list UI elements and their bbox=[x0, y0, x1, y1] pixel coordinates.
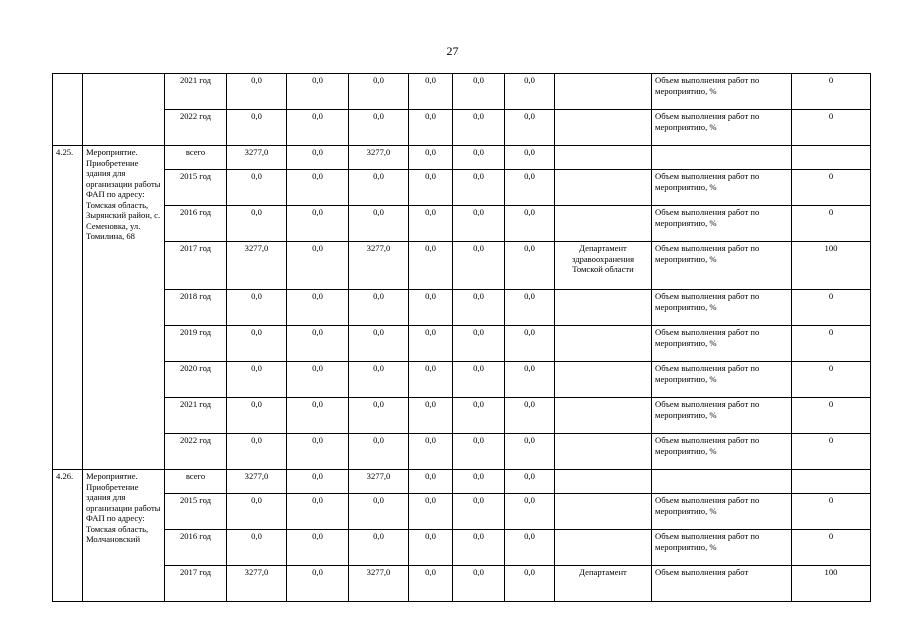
value-cell: 0,0 bbox=[409, 398, 453, 434]
target-value-cell: 0 bbox=[792, 110, 871, 146]
value-cell: 0,0 bbox=[287, 146, 349, 170]
executor-cell bbox=[555, 206, 652, 242]
value-cell: 0,0 bbox=[227, 434, 287, 470]
value-cell: 0,0 bbox=[409, 74, 453, 110]
indicator-cell: Объем выполнения работ по мероприятию, % bbox=[652, 74, 792, 110]
value-cell: 0,0 bbox=[409, 170, 453, 206]
value-cell: 0,0 bbox=[349, 362, 409, 398]
table-row bbox=[53, 470, 871, 494]
value-cell: 3277,0 bbox=[349, 566, 409, 602]
executor-cell bbox=[555, 74, 652, 110]
value-cell: 0,0 bbox=[453, 470, 505, 494]
executor-cell: Департамент bbox=[555, 566, 652, 602]
value-cell: 0,0 bbox=[453, 146, 505, 170]
value-cell: 0,0 bbox=[287, 170, 349, 206]
table-row bbox=[53, 146, 871, 170]
target-value-cell bbox=[792, 146, 871, 170]
value-cell: 0,0 bbox=[349, 290, 409, 326]
value-cell: 0,0 bbox=[505, 170, 555, 206]
item-number-cell: 4.26. bbox=[53, 470, 83, 602]
item-number-cell: 4.25. bbox=[53, 146, 83, 470]
table-row bbox=[53, 530, 871, 566]
year-cell: 2017 год bbox=[165, 566, 227, 602]
indicator-cell: Объем выполнения работ bbox=[652, 566, 792, 602]
table-row bbox=[53, 110, 871, 146]
executor-cell: Департамент здравоохранения Томской области bbox=[555, 242, 652, 290]
value-cell: 0,0 bbox=[349, 530, 409, 566]
value-cell: 0,0 bbox=[453, 566, 505, 602]
value-cell: 0,0 bbox=[409, 146, 453, 170]
value-cell: 0,0 bbox=[227, 110, 287, 146]
value-cell: 0,0 bbox=[227, 494, 287, 530]
year-cell: 2018 год bbox=[165, 290, 227, 326]
target-value-cell: 0 bbox=[792, 170, 871, 206]
value-cell: 0,0 bbox=[227, 206, 287, 242]
value-cell: 0,0 bbox=[287, 362, 349, 398]
indicator-cell: Объем выполнения работ по мероприятию, % bbox=[652, 398, 792, 434]
value-cell: 0,0 bbox=[227, 326, 287, 362]
value-cell: 0,0 bbox=[349, 434, 409, 470]
year-cell: всего bbox=[165, 470, 227, 494]
value-cell: 0,0 bbox=[409, 566, 453, 602]
value-cell: 0,0 bbox=[287, 326, 349, 362]
value-cell: 0,0 bbox=[349, 398, 409, 434]
value-cell: 0,0 bbox=[287, 110, 349, 146]
value-cell: 0,0 bbox=[453, 206, 505, 242]
table-row bbox=[53, 326, 871, 362]
value-cell: 0,0 bbox=[453, 74, 505, 110]
year-cell: 2022 год bbox=[165, 110, 227, 146]
value-cell: 0,0 bbox=[409, 290, 453, 326]
target-value-cell: 0 bbox=[792, 326, 871, 362]
item-number-cell bbox=[53, 74, 83, 146]
value-cell: 3277,0 bbox=[349, 470, 409, 494]
table-row bbox=[53, 398, 871, 434]
target-value-cell: 0 bbox=[792, 398, 871, 434]
target-value-cell: 0 bbox=[792, 362, 871, 398]
value-cell: 0,0 bbox=[349, 170, 409, 206]
value-cell: 0,0 bbox=[409, 530, 453, 566]
value-cell: 0,0 bbox=[505, 110, 555, 146]
value-cell: 0,0 bbox=[287, 290, 349, 326]
indicator-cell: Объем выполнения работ по мероприятию, % bbox=[652, 326, 792, 362]
target-value-cell: 0 bbox=[792, 206, 871, 242]
executor-cell bbox=[555, 146, 652, 170]
year-cell: 2019 год bbox=[165, 326, 227, 362]
value-cell: 0,0 bbox=[349, 74, 409, 110]
table-row bbox=[53, 566, 871, 602]
indicator-cell bbox=[652, 146, 792, 170]
year-cell: 2015 год bbox=[165, 170, 227, 206]
table-body bbox=[53, 74, 871, 602]
value-cell: 0,0 bbox=[287, 242, 349, 290]
year-cell: 2015 год bbox=[165, 494, 227, 530]
value-cell: 3277,0 bbox=[227, 146, 287, 170]
year-cell: 2022 год bbox=[165, 434, 227, 470]
target-value-cell: 100 bbox=[792, 566, 871, 602]
value-cell: 0,0 bbox=[453, 398, 505, 434]
value-cell: 0,0 bbox=[453, 530, 505, 566]
value-cell: 0,0 bbox=[349, 494, 409, 530]
executor-cell bbox=[555, 170, 652, 206]
value-cell: 3277,0 bbox=[349, 146, 409, 170]
value-cell: 0,0 bbox=[287, 434, 349, 470]
value-cell: 0,0 bbox=[349, 110, 409, 146]
indicator-cell bbox=[652, 470, 792, 494]
executor-cell bbox=[555, 398, 652, 434]
value-cell: 0,0 bbox=[287, 494, 349, 530]
target-value-cell: 0 bbox=[792, 290, 871, 326]
target-value-cell: 100 bbox=[792, 242, 871, 290]
value-cell: 0,0 bbox=[409, 206, 453, 242]
indicator-cell: Объем выполнения работ по мероприятию, % bbox=[652, 242, 792, 290]
executor-cell bbox=[555, 362, 652, 398]
year-cell: 2016 год bbox=[165, 530, 227, 566]
value-cell: 0,0 bbox=[287, 566, 349, 602]
value-cell: 0,0 bbox=[505, 566, 555, 602]
value-cell: 0,0 bbox=[227, 74, 287, 110]
value-cell: 0,0 bbox=[453, 362, 505, 398]
value-cell: 0,0 bbox=[505, 206, 555, 242]
indicator-cell: Объем выполнения работ по мероприятию, % bbox=[652, 290, 792, 326]
value-cell: 3277,0 bbox=[227, 242, 287, 290]
value-cell: 0,0 bbox=[409, 242, 453, 290]
indicator-cell: Объем выполнения работ по мероприятию, % bbox=[652, 362, 792, 398]
indicator-cell: Объем выполнения работ по мероприятию, % bbox=[652, 530, 792, 566]
indicator-cell: Объем выполнения работ по мероприятию, % bbox=[652, 494, 792, 530]
value-cell: 0,0 bbox=[453, 170, 505, 206]
indicator-cell: Объем выполнения работ по мероприятию, % bbox=[652, 206, 792, 242]
table-row bbox=[53, 170, 871, 206]
value-cell: 0,0 bbox=[453, 242, 505, 290]
value-cell: 0,0 bbox=[287, 530, 349, 566]
executor-cell bbox=[555, 530, 652, 566]
executor-cell bbox=[555, 326, 652, 362]
page-number: 27 bbox=[446, 44, 459, 58]
year-cell: 2020 год bbox=[165, 362, 227, 398]
value-cell: 0,0 bbox=[287, 398, 349, 434]
table-row bbox=[53, 242, 871, 290]
value-cell: 0,0 bbox=[505, 290, 555, 326]
year-cell: 2021 год bbox=[165, 74, 227, 110]
value-cell: 0,0 bbox=[453, 326, 505, 362]
value-cell: 0,0 bbox=[287, 206, 349, 242]
value-cell: 0,0 bbox=[227, 398, 287, 434]
table-row bbox=[53, 494, 871, 530]
value-cell: 0,0 bbox=[453, 434, 505, 470]
year-cell: 2021 год bbox=[165, 398, 227, 434]
value-cell: 0,0 bbox=[505, 530, 555, 566]
table-row bbox=[53, 74, 871, 110]
value-cell: 0,0 bbox=[227, 290, 287, 326]
value-cell: 0,0 bbox=[409, 326, 453, 362]
value-cell: 3277,0 bbox=[349, 242, 409, 290]
table-row bbox=[53, 290, 871, 326]
value-cell: 0,0 bbox=[287, 74, 349, 110]
value-cell: 0,0 bbox=[409, 362, 453, 398]
value-cell: 0,0 bbox=[409, 110, 453, 146]
indicator-cell: Объем выполнения работ по мероприятию, % bbox=[652, 170, 792, 206]
indicator-cell: Объем выполнения работ по мероприятию, % bbox=[652, 110, 792, 146]
value-cell: 0,0 bbox=[453, 110, 505, 146]
activity-name-cell: Мероприятие. Приобретение здания для организации работы ФАП по адресу: Томская область, Молчановский bbox=[83, 470, 165, 602]
table-row bbox=[53, 362, 871, 398]
value-cell: 3277,0 bbox=[227, 470, 287, 494]
value-cell: 0,0 bbox=[287, 470, 349, 494]
value-cell: 0,0 bbox=[409, 470, 453, 494]
value-cell: 0,0 bbox=[227, 530, 287, 566]
value-cell: 0,0 bbox=[505, 434, 555, 470]
value-cell: 3277,0 bbox=[227, 566, 287, 602]
value-cell: 0,0 bbox=[505, 326, 555, 362]
target-value-cell: 0 bbox=[792, 74, 871, 110]
value-cell: 0,0 bbox=[505, 74, 555, 110]
value-cell: 0,0 bbox=[453, 494, 505, 530]
target-value-cell bbox=[792, 470, 871, 494]
value-cell: 0,0 bbox=[227, 170, 287, 206]
executor-cell bbox=[555, 434, 652, 470]
value-cell: 0,0 bbox=[505, 494, 555, 530]
program-table bbox=[52, 73, 871, 602]
executor-cell bbox=[555, 494, 652, 530]
value-cell: 0,0 bbox=[505, 398, 555, 434]
target-value-cell: 0 bbox=[792, 494, 871, 530]
executor-cell bbox=[555, 470, 652, 494]
executor-cell bbox=[555, 110, 652, 146]
activity-name-cell: Мероприятие. Приобретение здания для организации работы ФАП по адресу: Томская область, Зырянский район, с. Семеновка, ул. Томилина, 68 bbox=[83, 146, 165, 470]
value-cell: 0,0 bbox=[453, 290, 505, 326]
activity-name-cell bbox=[83, 74, 165, 146]
year-cell: 2017 год bbox=[165, 242, 227, 290]
year-cell: 2016 год bbox=[165, 206, 227, 242]
table-row bbox=[53, 434, 871, 470]
value-cell: 0,0 bbox=[349, 326, 409, 362]
year-cell: всего bbox=[165, 146, 227, 170]
executor-cell bbox=[555, 290, 652, 326]
value-cell: 0,0 bbox=[505, 146, 555, 170]
value-cell: 0,0 bbox=[409, 434, 453, 470]
target-value-cell: 0 bbox=[792, 434, 871, 470]
indicator-cell: Объем выполнения работ по мероприятию, % bbox=[652, 434, 792, 470]
value-cell: 0,0 bbox=[505, 470, 555, 494]
value-cell: 0,0 bbox=[505, 362, 555, 398]
value-cell: 0,0 bbox=[227, 362, 287, 398]
target-value-cell: 0 bbox=[792, 530, 871, 566]
value-cell: 0,0 bbox=[409, 494, 453, 530]
value-cell: 0,0 bbox=[505, 242, 555, 290]
table-row bbox=[53, 206, 871, 242]
value-cell: 0,0 bbox=[349, 206, 409, 242]
